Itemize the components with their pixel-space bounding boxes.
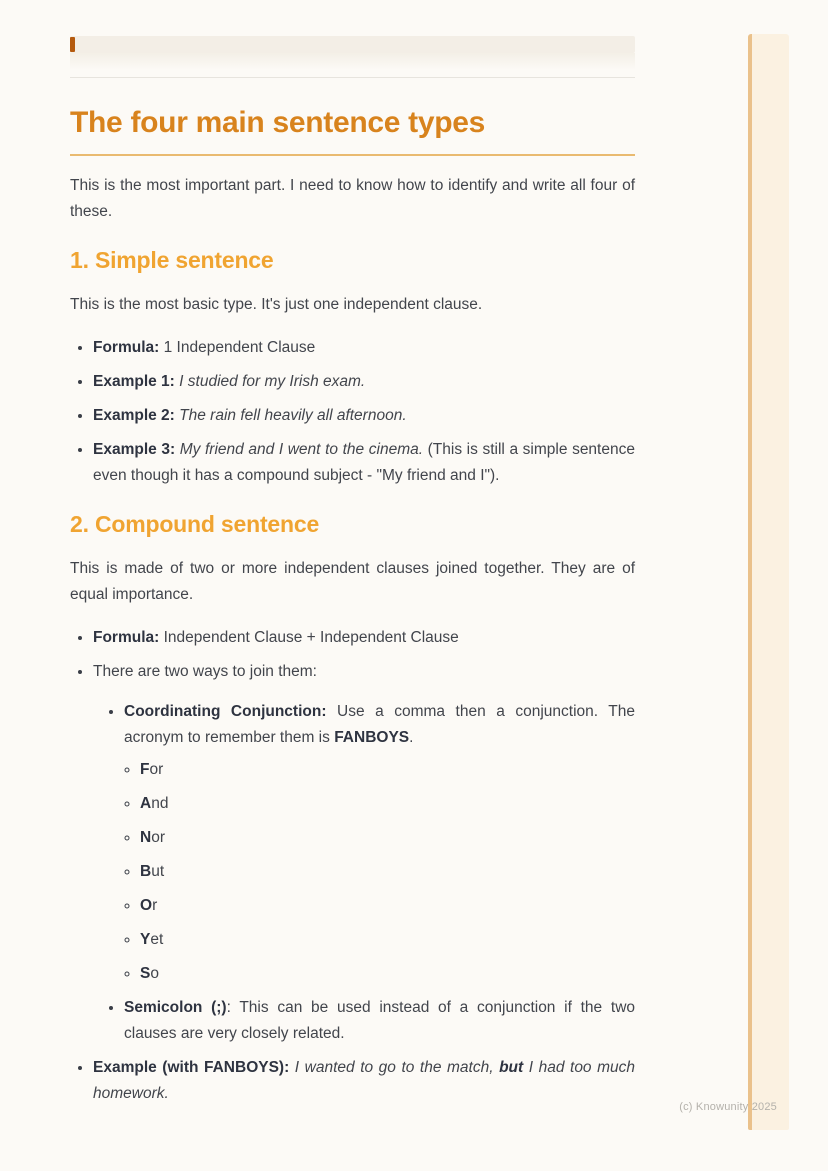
bullet-label: Example (with FANBOYS): [93,1059,290,1076]
fanboys-letter: F [140,761,150,778]
bullet-text-italic: I studied for my Irish exam. [174,373,366,390]
bullet-text: : This can be used instead of a conjunction if the two clauses are very closely related. [124,999,636,1042]
list-item-coordinating [124,699,635,987]
fanboys-letter: O [140,897,153,914]
fanboys-letter: A [140,795,152,812]
fanboys-rest: r [152,897,158,914]
bullet-label: Formula: [93,629,160,646]
join-methods-list [93,699,635,1047]
simple-intro-paragraph: This is the most basic type. It's just one independent clause. [70,296,483,313]
bullet-label: Example 3: [93,441,176,458]
bullet-text: (This is still a simple sentence even though it has a compound subject - "My friend and I"). [93,441,635,484]
simple-bullet-list [70,335,635,489]
bullet-label: Example 2: [93,407,175,424]
bullet-text-italic: I had too much homework. [93,1059,636,1102]
list-item-ways [93,659,635,1047]
list-item-formula [93,625,635,651]
fanboys-item-yet [140,927,635,953]
bullet-label: Semicolon (;) [124,999,227,1016]
document-content [70,104,635,1115]
bullet-text: . [409,729,414,746]
watermark: (c) Knowunity 2025 [679,1101,777,1113]
bullet-text-bold-italic: but [499,1059,524,1076]
list-item-semicolon [124,995,635,1047]
fanboys-item-so [140,961,635,987]
fanboys-rest: nd [151,795,169,812]
list-item-example3 [93,437,635,489]
compound-bullet-list [70,625,635,1107]
list-item-formula [93,335,635,361]
fanboys-rest: or [151,829,165,846]
bullet-label: Formula: [93,339,160,356]
list-item-example2 [93,403,635,429]
fanboys-rest: et [150,931,164,948]
bullet-text: Use a comma then a conjunction. The acronym to remember them is [124,703,635,746]
fanboys-rest: or [149,761,164,778]
bullet-label: Example 1: [93,373,175,390]
fanboys-rest: o [150,965,159,982]
fanboys-item-but [140,859,635,885]
fanboys-letter: B [140,863,152,880]
list-item-example1 [93,369,635,395]
title-underline [70,154,635,156]
bullet-text-italic: The rain fell heavily all afternoon. [174,407,407,424]
highlight-bar-fade [70,53,635,70]
bullet-text-italic: My friend and I went to the cinema. [175,441,424,458]
intro-paragraph: This is the most important part. I need to know how to identify and write all four of these. [70,177,635,220]
page-title: The four main sentence types [70,106,486,139]
fanboys-item-nor [140,825,635,851]
bullet-text: Independent Clause + Independent Clause [159,629,459,646]
compound-intro-paragraph: This is made of two or more independent clauses joined together. They are of equal importance. [70,560,635,603]
fanboys-rest: ut [151,863,165,880]
fanboys-letter: S [140,965,151,982]
bullet-label: Coordinating Conjunction: [124,703,327,720]
fanboys-list [124,757,635,987]
highlight-tick [70,37,75,52]
page-edge-stripe [748,34,789,1130]
section-divider [70,77,635,78]
bullet-text: There are two ways to join them: [93,663,317,680]
bullet-text: 1 Independent Clause [159,339,316,356]
bullet-text-italic: I wanted to go to the match, [289,1059,500,1076]
fanboys-letter: Y [140,931,151,948]
list-item-example-fanboys [93,1055,635,1107]
acronym-text: FANBOYS [334,729,410,746]
fanboys-item-for [140,757,635,783]
fanboys-letter: N [140,829,152,846]
fanboys-item-or [140,893,635,919]
section-heading-compound: 2. Compound sentence [70,511,320,537]
section-heading-simple: 1. Simple sentence [70,247,274,273]
fanboys-item-and [140,791,635,817]
highlight-bar-fragment [70,36,635,53]
